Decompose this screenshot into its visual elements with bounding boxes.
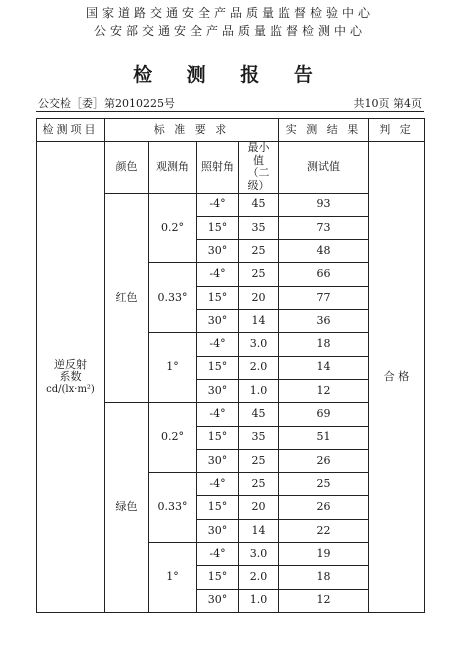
test-value-cell: 51 bbox=[279, 426, 369, 449]
illumination-angle-cell: 15° bbox=[197, 566, 239, 589]
min-value-cell: 35 bbox=[239, 426, 279, 449]
test-value-cell: 12 bbox=[279, 379, 369, 402]
subheader-illumination-angle: 照射角 bbox=[197, 142, 239, 194]
header-divider bbox=[36, 111, 424, 112]
illumination-angle-cell: 15° bbox=[197, 356, 239, 379]
illumination-angle-cell: 30° bbox=[197, 589, 239, 612]
test-value-cell: 18 bbox=[279, 566, 369, 589]
test-value-cell: 69 bbox=[279, 403, 369, 426]
min-value-cell: 45 bbox=[239, 403, 279, 426]
min-value-cell: 1.0 bbox=[239, 589, 279, 612]
test-value-cell: 26 bbox=[279, 449, 369, 472]
min-value-cell: 3.0 bbox=[239, 543, 279, 566]
illumination-angle-cell: 15° bbox=[197, 286, 239, 309]
test-value-cell: 18 bbox=[279, 333, 369, 356]
test-item-unit: cd/(lx·m²) bbox=[46, 383, 95, 395]
subheader-color: 颜色 bbox=[105, 142, 149, 194]
illumination-angle-cell: 15° bbox=[197, 216, 239, 239]
test-value-cell: 14 bbox=[279, 356, 369, 379]
illumination-angle-cell: -4° bbox=[197, 333, 239, 356]
min-value-cell: 25 bbox=[239, 263, 279, 286]
observation-angle-cell: 0.2° bbox=[149, 193, 197, 263]
subheader-observation-angle: 观测角 bbox=[149, 142, 197, 194]
illumination-angle-cell: 30° bbox=[197, 240, 239, 263]
illumination-angle-cell: -4° bbox=[197, 473, 239, 496]
results-table bbox=[36, 118, 425, 613]
col-judge-header: 判 定 bbox=[369, 119, 425, 142]
illumination-angle-cell: 30° bbox=[197, 379, 239, 402]
test-value-cell: 19 bbox=[279, 543, 369, 566]
min-value-cell: 45 bbox=[239, 193, 279, 216]
header-line-1: 国家道路交通安全产品质量监督检验中心 bbox=[85, 6, 374, 20]
subheader-row bbox=[37, 142, 425, 194]
test-value-cell: 22 bbox=[279, 519, 369, 542]
test-value-cell: 36 bbox=[279, 310, 369, 333]
min-value-cell: 2.0 bbox=[239, 566, 279, 589]
report-number: 公交检［委］第2010225号 bbox=[38, 97, 175, 110]
min-value-cell: 20 bbox=[239, 496, 279, 519]
report-title: 检 测 报 告 bbox=[133, 64, 327, 86]
min-value-cell: 25 bbox=[239, 449, 279, 472]
color-cell: 绿色 bbox=[105, 403, 149, 613]
observation-angle-cell: 1° bbox=[149, 333, 197, 403]
test-value-cell: 66 bbox=[279, 263, 369, 286]
test-value-cell: 25 bbox=[279, 473, 369, 496]
subheader-min-value: 最小值（二级） bbox=[239, 142, 279, 194]
illumination-angle-cell: 15° bbox=[197, 496, 239, 519]
header-line-2: 公安部交通安全产品质量监督检测中心 bbox=[93, 24, 366, 38]
col-result-header: 实 测 结 果 bbox=[279, 119, 369, 142]
color-cell: 红色 bbox=[105, 193, 149, 403]
test-value-cell: 48 bbox=[279, 240, 369, 263]
min-value-cell: 35 bbox=[239, 216, 279, 239]
observation-angle-cell: 1° bbox=[149, 543, 197, 613]
min-value-cell: 2.0 bbox=[239, 356, 279, 379]
observation-angle-cell: 0.33° bbox=[149, 263, 197, 333]
test-value-cell: 73 bbox=[279, 216, 369, 239]
test-value-cell: 26 bbox=[279, 496, 369, 519]
min-value-cell: 3.0 bbox=[239, 333, 279, 356]
illumination-angle-cell: -4° bbox=[197, 263, 239, 286]
min-value-cell: 14 bbox=[239, 310, 279, 333]
test-value-cell: 93 bbox=[279, 193, 369, 216]
header-row bbox=[37, 119, 425, 142]
min-value-cell: 25 bbox=[239, 473, 279, 496]
illumination-angle-cell: -4° bbox=[197, 193, 239, 216]
illumination-angle-cell: 30° bbox=[197, 519, 239, 542]
illumination-angle-cell: -4° bbox=[197, 543, 239, 566]
col-item-header: 检测项目 bbox=[37, 119, 105, 142]
illumination-angle-cell: 15° bbox=[197, 426, 239, 449]
test-value-cell: 77 bbox=[279, 286, 369, 309]
illumination-angle-cell: 30° bbox=[197, 449, 239, 472]
judgement-cell: 合 格 bbox=[369, 142, 425, 613]
col-standard-header: 标 准 要 求 bbox=[105, 119, 279, 142]
test-value-cell: 12 bbox=[279, 589, 369, 612]
min-value-cell: 1.0 bbox=[239, 379, 279, 402]
observation-angle-cell: 0.2° bbox=[149, 403, 197, 473]
min-value-cell: 14 bbox=[239, 519, 279, 542]
min-value-cell: 20 bbox=[239, 286, 279, 309]
min-value-cell: 25 bbox=[239, 240, 279, 263]
subheader-test-value: 测试值 bbox=[279, 142, 369, 194]
illumination-angle-cell: -4° bbox=[197, 403, 239, 426]
observation-angle-cell: 0.33° bbox=[149, 473, 197, 543]
illumination-angle-cell: 30° bbox=[197, 310, 239, 333]
test-item-cell bbox=[37, 142, 105, 613]
page-info: 共10页 第4页 bbox=[353, 97, 422, 110]
test-item-name: 逆反射系数 bbox=[54, 357, 87, 384]
